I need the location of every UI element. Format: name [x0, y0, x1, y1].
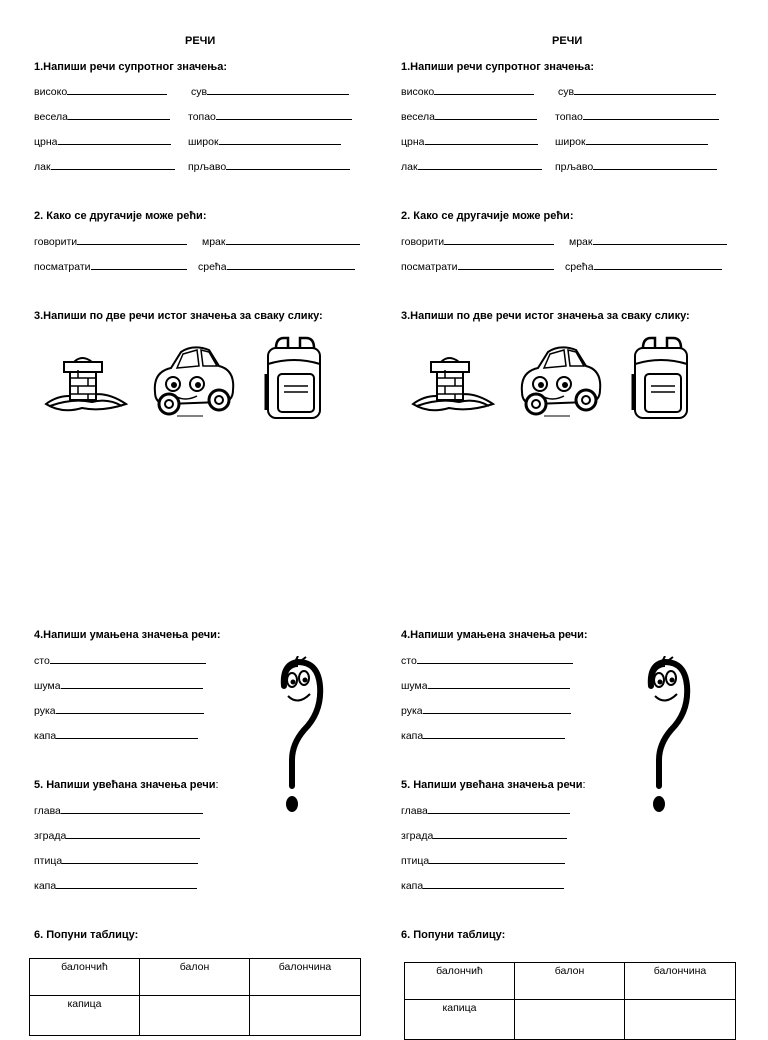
answer-line[interactable] [91, 260, 187, 270]
answer-line[interactable] [56, 729, 198, 739]
exercise-4-heading: 4.Напиши умањена значења речи: [34, 629, 221, 641]
exercise-2-heading: 2. Како се другачије може рећи: [34, 210, 207, 222]
table-cell: капица [405, 1000, 515, 1040]
table-cell-input[interactable] [625, 1000, 736, 1040]
answer-line[interactable] [68, 110, 170, 120]
ex2-item: мрак [202, 235, 360, 248]
ex1-item: сув [558, 85, 716, 98]
answer-line[interactable] [226, 235, 360, 245]
answer-line[interactable] [56, 704, 204, 714]
table-cell: балон [515, 963, 625, 1000]
fill-table-left [29, 958, 361, 1036]
ex1-item: прљаво [555, 160, 717, 173]
ex1-item: сув [191, 85, 349, 98]
table-cell: балон [140, 959, 250, 996]
ex4-item: капа [34, 729, 198, 742]
exercise-3-heading: 3.Напиши по две речи истог значења за сваку слику: [34, 310, 323, 322]
exercise-6-heading: 6. Попуни таблицу: [401, 929, 506, 941]
answer-line[interactable] [435, 110, 537, 120]
answer-line[interactable] [429, 854, 565, 864]
page-title: РЕЧИ [185, 35, 216, 47]
answer-line[interactable] [593, 235, 727, 245]
answer-line[interactable] [219, 135, 341, 145]
exercise-1-heading: 1.Напиши речи супротног значења: [401, 61, 595, 73]
ex5-item: глава [34, 804, 203, 817]
answer-line[interactable] [66, 829, 200, 839]
ex2-item: говорити [34, 235, 187, 248]
answer-line[interactable] [62, 854, 198, 864]
exercise-5-heading: 5. Напиши увећана значења речи: [401, 779, 586, 791]
worksheet-left [34, 0, 394, 1024]
ex4-item: рука [34, 704, 204, 717]
answer-line[interactable] [423, 704, 571, 714]
ex5-item: капа [401, 879, 564, 892]
ex1-item: црна [34, 135, 171, 148]
ex5-item: птица [401, 854, 565, 867]
ex1-item: прљаво [188, 160, 350, 173]
table-cell: балончић [405, 963, 515, 1000]
table-cell-input[interactable] [140, 996, 250, 1036]
answer-line[interactable] [586, 135, 708, 145]
answer-line[interactable] [418, 160, 542, 170]
fill-table-right [404, 962, 736, 1040]
ex5-item: птица [34, 854, 198, 867]
answer-line[interactable] [428, 804, 570, 814]
chimney-icon [409, 348, 497, 417]
ex4-item: шума [401, 679, 570, 692]
ex1-item: широк [188, 135, 341, 148]
question-mark-icon [274, 656, 326, 821]
chimney-icon [42, 348, 130, 417]
question-mark-icon [641, 656, 693, 821]
answer-line[interactable] [67, 85, 167, 95]
answer-line[interactable] [425, 135, 538, 145]
answer-line[interactable] [56, 879, 197, 889]
car-icon [147, 342, 239, 425]
ex1-item: црна [401, 135, 538, 148]
table-cell: балончић [30, 959, 140, 996]
ex1-item: лак [401, 160, 542, 173]
ex4-item: шума [34, 679, 203, 692]
answer-line[interactable] [61, 679, 203, 689]
ex2-item: срећа [565, 260, 722, 273]
exercise-6-heading: 6. Попуни таблицу: [34, 929, 139, 941]
ex2-item: мрак [569, 235, 727, 248]
ex1-item: весела [401, 110, 537, 123]
answer-line[interactable] [434, 85, 534, 95]
backpack-icon [629, 334, 693, 427]
ex1-item: широк [555, 135, 708, 148]
ex2-item: срећа [198, 260, 355, 273]
answer-line[interactable] [227, 260, 355, 270]
answer-line[interactable] [207, 85, 349, 95]
ex5-item: зграда [34, 829, 200, 842]
ex2-item: посматрати [34, 260, 187, 273]
answer-line[interactable] [444, 235, 554, 245]
answer-line[interactable] [593, 160, 717, 170]
ex4-item: сто [34, 654, 206, 667]
page-title: РЕЧИ [552, 35, 583, 47]
ex4-item: капа [401, 729, 565, 742]
answer-line[interactable] [583, 110, 719, 120]
ex4-item: рука [401, 704, 571, 717]
ex5-item: глава [401, 804, 570, 817]
ex5-item: капа [34, 879, 197, 892]
ex1-item: топао [555, 110, 719, 123]
answer-line[interactable] [428, 679, 570, 689]
ex2-item: посматрати [401, 260, 554, 273]
car-icon [514, 342, 606, 425]
exercise-2-heading: 2. Како се другачије може рећи: [401, 210, 574, 222]
answer-line[interactable] [50, 654, 206, 664]
table-cell: балончина [250, 959, 361, 996]
exercise-5-heading: 5. Напиши увећана значења речи: [34, 779, 219, 791]
answer-line[interactable] [417, 654, 573, 664]
ex1-item: лак [34, 160, 175, 173]
answer-line[interactable] [423, 729, 565, 739]
ex2-item: говорити [401, 235, 554, 248]
exercise-3-heading: 3.Напиши по две речи истог значења за сваку слику: [401, 310, 690, 322]
answer-line[interactable] [61, 804, 203, 814]
answer-line[interactable] [226, 160, 350, 170]
answer-line[interactable] [574, 85, 716, 95]
ex5-item: зграда [401, 829, 567, 842]
table-cell-input[interactable] [515, 1000, 625, 1040]
exercise-4-heading: 4.Напиши умањена значења речи: [401, 629, 588, 641]
exercise-1-heading: 1.Напиши речи супротног значења: [34, 61, 228, 73]
table-cell: балончина [625, 963, 736, 1000]
backpack-icon [262, 334, 326, 427]
answer-line[interactable] [58, 135, 171, 145]
ex1-item: високо [401, 85, 534, 98]
ex1-item: топао [188, 110, 352, 123]
answer-line[interactable] [51, 160, 175, 170]
ex1-item: весела [34, 110, 170, 123]
answer-line[interactable] [458, 260, 554, 270]
answer-line[interactable] [433, 829, 567, 839]
answer-line[interactable] [594, 260, 722, 270]
ex4-item: сто [401, 654, 573, 667]
answer-line[interactable] [423, 879, 564, 889]
answer-line[interactable] [216, 110, 352, 120]
table-cell: капица [30, 996, 140, 1036]
table-cell-input[interactable] [250, 996, 361, 1036]
answer-line[interactable] [77, 235, 187, 245]
worksheet-right [401, 0, 761, 1024]
ex1-item: високо [34, 85, 167, 98]
